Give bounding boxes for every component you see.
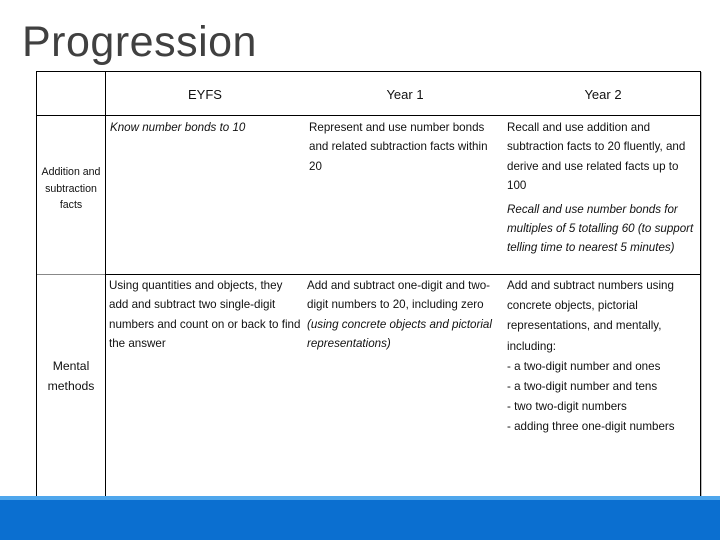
header-year1: Year 1 [386, 87, 424, 102]
row-label-addition-subtraction: Addition and subtraction facts [41, 166, 101, 211]
cell-year2-row2 [507, 276, 701, 438]
footer-bar [0, 500, 720, 540]
row-divider-left [37, 274, 105, 275]
year1-row2-main: Add and subtract one-digit and two-digit numbers to 20, including zero [307, 279, 491, 312]
year1-row2-note: (using concrete objects and pictorial representations) [307, 317, 492, 351]
header-eyfs: EYFS [188, 87, 222, 102]
year2-row2-item: - adding three one-digit numbers [507, 420, 675, 434]
col-divider-1 [105, 72, 106, 500]
cell-year1-row2 [307, 276, 501, 354]
year2-row2-item: - a two-digit number and ones [507, 359, 661, 373]
year2-row2-item: - two two-digit numbers [507, 400, 627, 414]
year2-row2-intro: Add and subtract numbers using concrete objects, pictorial representations, and mentally, including: [507, 279, 674, 353]
row-label-mental-methods: Mental methods [47, 359, 95, 393]
cell-year1-row1: Represent and use number bonds and related subtraction facts within 20 [309, 121, 488, 173]
header-divider [37, 115, 701, 116]
cell-eyfs-row2: Using quantities and objects, they add and subtract two single-digit numbers and count on or back to find the answer [109, 279, 301, 351]
page-title: Progression [22, 18, 257, 66]
header-year2: Year 2 [584, 87, 622, 102]
cell-year2-row1 [507, 118, 699, 258]
year2-row1-note: Recall and use number bonds for multiples of 5 totalling 60 (to support telling time to nearest 5 minutes) [507, 202, 694, 255]
progression-table [36, 71, 701, 501]
row-divider [105, 274, 701, 275]
year2-row2-item: - a two-digit number and tens [507, 380, 658, 394]
year2-row1-main: Recall and use addition and subtraction facts to 20 fluently, and derive and use related facts up to 100 [507, 121, 686, 193]
cell-eyfs-row1: Know number bonds to 10 [110, 121, 246, 134]
